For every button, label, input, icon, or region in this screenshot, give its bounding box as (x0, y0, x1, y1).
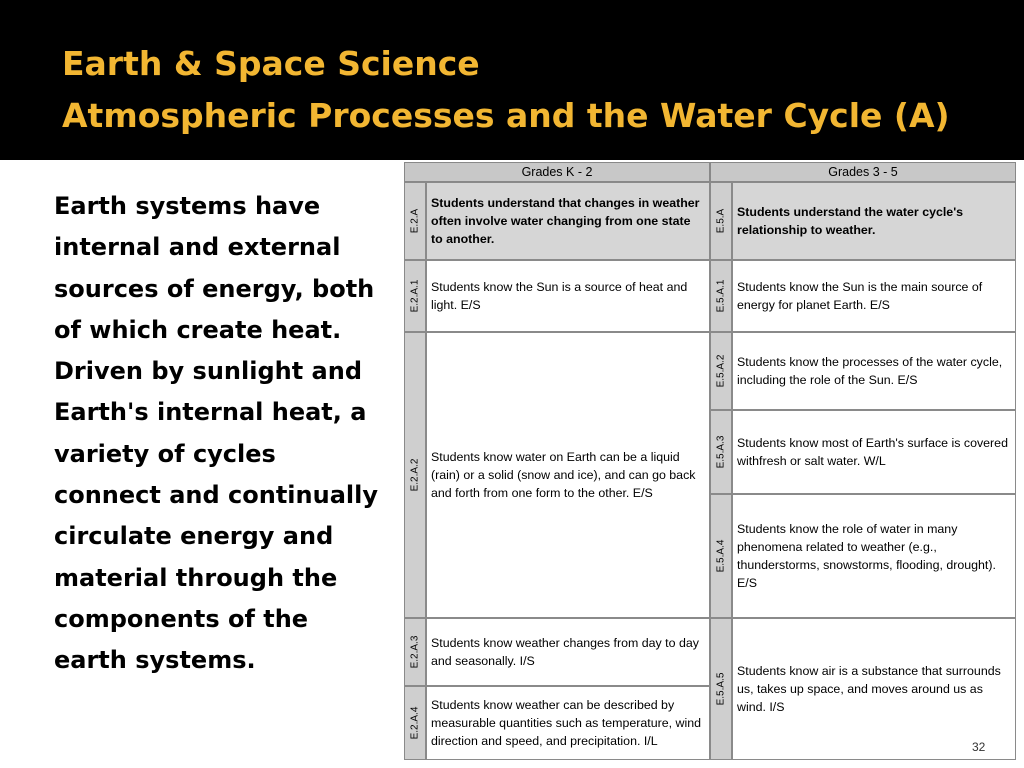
standard-text-cell: Students know the processes of the water cycle, including the role of the Sun. E/S (732, 332, 1016, 410)
standard-code: E.2.A (409, 208, 421, 234)
page-number: 32 (972, 740, 986, 754)
standard-text-cell: Students know the role of water in many phenomena related to weather (e.g., thunderstorms, snowstorms, flooding, drought). E/S (732, 494, 1016, 618)
slide-subtitle: Atmospheric Processes and the Water Cycle (A) (62, 96, 950, 135)
slide-title: Earth & Space Science (62, 44, 480, 83)
standard-text-cell: Students understand the water cycle's relationship to weather. (732, 182, 1016, 260)
header-grades-k-2: Grades K - 2 (404, 162, 710, 182)
header-grades-3-5: Grades 3 - 5 (710, 162, 1016, 182)
code-cell (404, 260, 426, 332)
body-text: Earth systems have internal and external sources of energy, both of which create heat. Driven by sunlight and Earth's internal heat, a variety of cycles connect and continually circulate energy and material through the components of the earth systems. (54, 192, 378, 675)
code-cell (404, 686, 426, 760)
code-cell (710, 332, 732, 410)
standard-code: E.2.A.1 (409, 279, 421, 313)
standard-text-cell: Students know water on Earth can be a liquid (rain) or a solid (snow and ice), and can go back and forth from one form to the other. E/S (426, 332, 710, 618)
standard-code: E.5.A.4 (715, 539, 727, 573)
standard-text-cell: Students know most of Earth's surface is covered withfresh or salt water. W/L (732, 410, 1016, 494)
code-cell (710, 618, 732, 760)
standard-text-cell: Students know air is a substance that surrounds us, takes up space, and moves around us as wind. I/S (732, 618, 1016, 760)
code-cell (710, 410, 732, 494)
standard-code: E.5.A.2 (715, 354, 727, 388)
standards-table (404, 162, 1016, 760)
standard-code: E.5.A (715, 208, 727, 234)
standard-text-cell: Students know the Sun is the main source of energy for planet Earth. E/S (732, 260, 1016, 332)
code-cell (404, 618, 426, 686)
standard-code: E.2.A.3 (409, 635, 421, 669)
standard-code: E.5.A.3 (715, 435, 727, 469)
standard-code: E.2.A.2 (409, 458, 421, 492)
code-cell (710, 182, 732, 260)
standard-code: E.5.A.5 (715, 672, 727, 706)
code-cell (404, 332, 426, 618)
standard-text-cell: Students know weather changes from day to day and seasonally. I/S (426, 618, 710, 686)
code-cell (710, 494, 732, 618)
standard-text-cell: Students know weather can be described by measurable quantities such as temperature, wind direction and speed, and precipitation. I/L (426, 686, 710, 760)
standard-text-cell: Students know the Sun is a source of heat and light. E/S (426, 260, 710, 332)
standard-code: E.2.A.4 (409, 706, 421, 740)
standard-code: E.5.A.1 (715, 279, 727, 313)
title-bar (0, 0, 1024, 160)
code-cell (710, 260, 732, 332)
code-cell (404, 182, 426, 260)
standard-text-cell: Students understand that changes in weather often involve water changing from one state to another. (426, 182, 710, 260)
